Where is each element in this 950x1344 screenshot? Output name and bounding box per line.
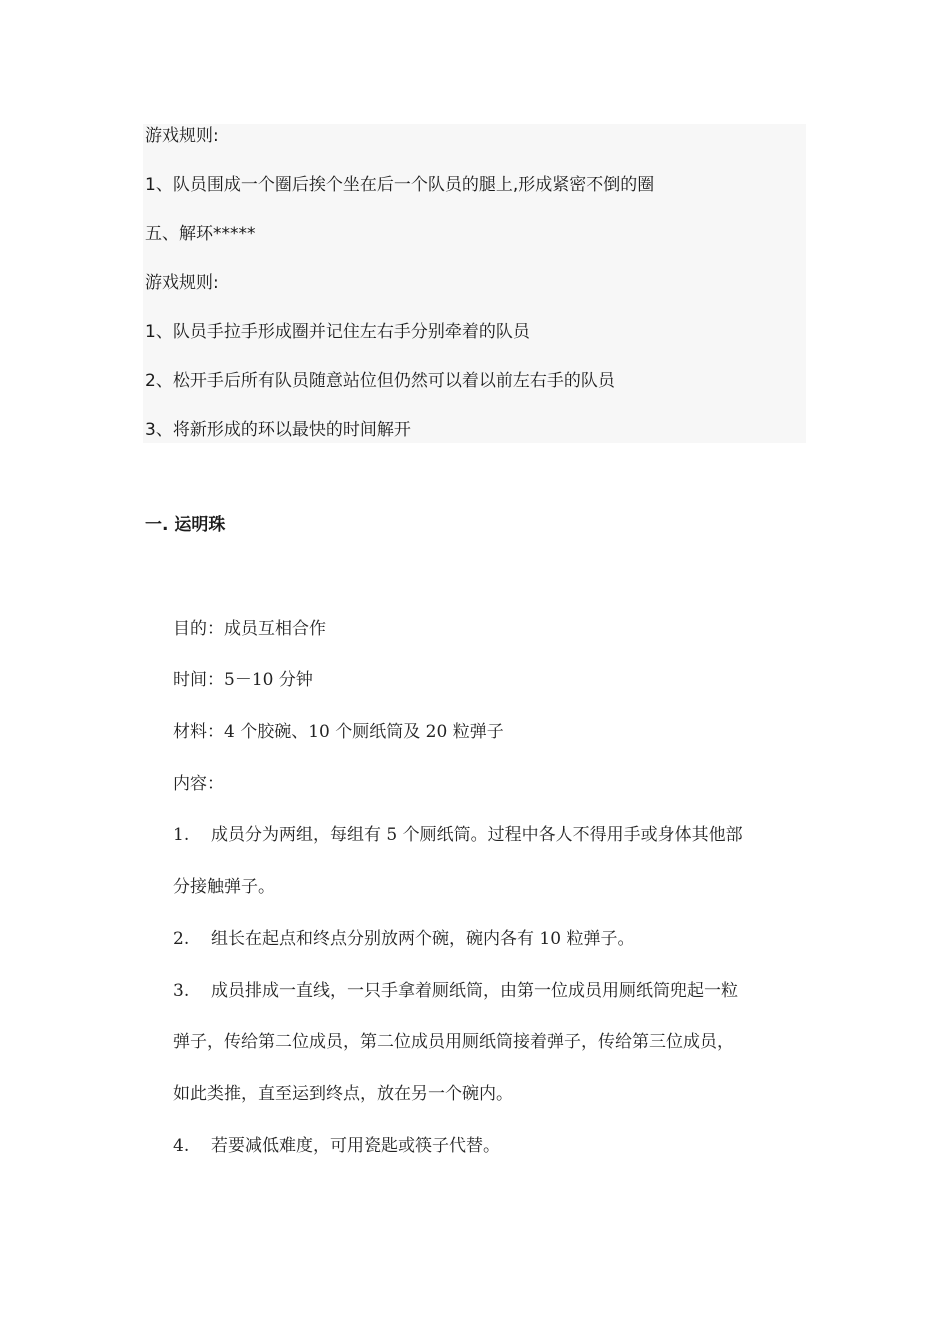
rule-line-4: 3、将新形成的环以最快的时间解开 — [145, 420, 411, 440]
content-label: 内容： — [173, 774, 224, 794]
time-line: 时间：5－10 分钟 — [173, 670, 313, 690]
step-number: 2. — [173, 929, 190, 949]
step-3 — [173, 979, 738, 1003]
step-text: 组长在起点和终点分别放两个碗，碗内各有 10 粒弹子。 — [211, 929, 635, 949]
step-3-continued-2: 如此类推，直至运到终点，放在另一个碗内。 — [173, 1084, 513, 1104]
purpose-line: 目的：成员互相合作 — [173, 619, 326, 639]
step-3-continued-1: 弹子，传给第二位成员，第二位成员用厕纸筒接着弹子，传给第三位成员， — [173, 1032, 734, 1052]
game-title-jiehuan: 五、解环***** — [145, 224, 256, 244]
step-number: 1. — [173, 825, 190, 845]
rule-line-1: 1、队员围成一个圈后挨个坐在后一个队员的腿上,形成紧密不倒的圈 — [145, 175, 655, 195]
materials-line: 材料：4 个胶碗、10 个厕纸筒及 20 粒弹子 — [173, 722, 504, 742]
rule-line-3: 2、松开手后所有队员随意站位但仍然可以着以前左右手的队员 — [145, 371, 615, 391]
step-number: 3. — [173, 981, 190, 1001]
step-text: 成员排成一直线，一只手拿着厕纸筒，由第一位成员用厕纸筒兜起一粒 — [211, 981, 738, 1001]
rule-line-2: 1、队员手拉手形成圈并记住左右手分别牵着的队员 — [145, 322, 530, 342]
step-number: 4. — [173, 1136, 190, 1156]
step-2 — [173, 927, 634, 951]
step-text: 若要减低难度，可用瓷匙或筷子代替。 — [211, 1136, 500, 1156]
shaded-text-block — [143, 124, 806, 443]
section-title: 一. 运明珠 — [145, 515, 226, 535]
rules-heading-2: 游戏规则: — [145, 273, 219, 293]
rules-heading-1: 游戏规则: — [145, 126, 219, 146]
step-1 — [173, 823, 743, 847]
step-4 — [173, 1134, 500, 1158]
step-1-continued: 分接触弹子。 — [173, 877, 275, 897]
step-text: 成员分为两组，每组有 5 个厕纸筒。过程中各人不得用手或身体其他部 — [211, 825, 743, 845]
